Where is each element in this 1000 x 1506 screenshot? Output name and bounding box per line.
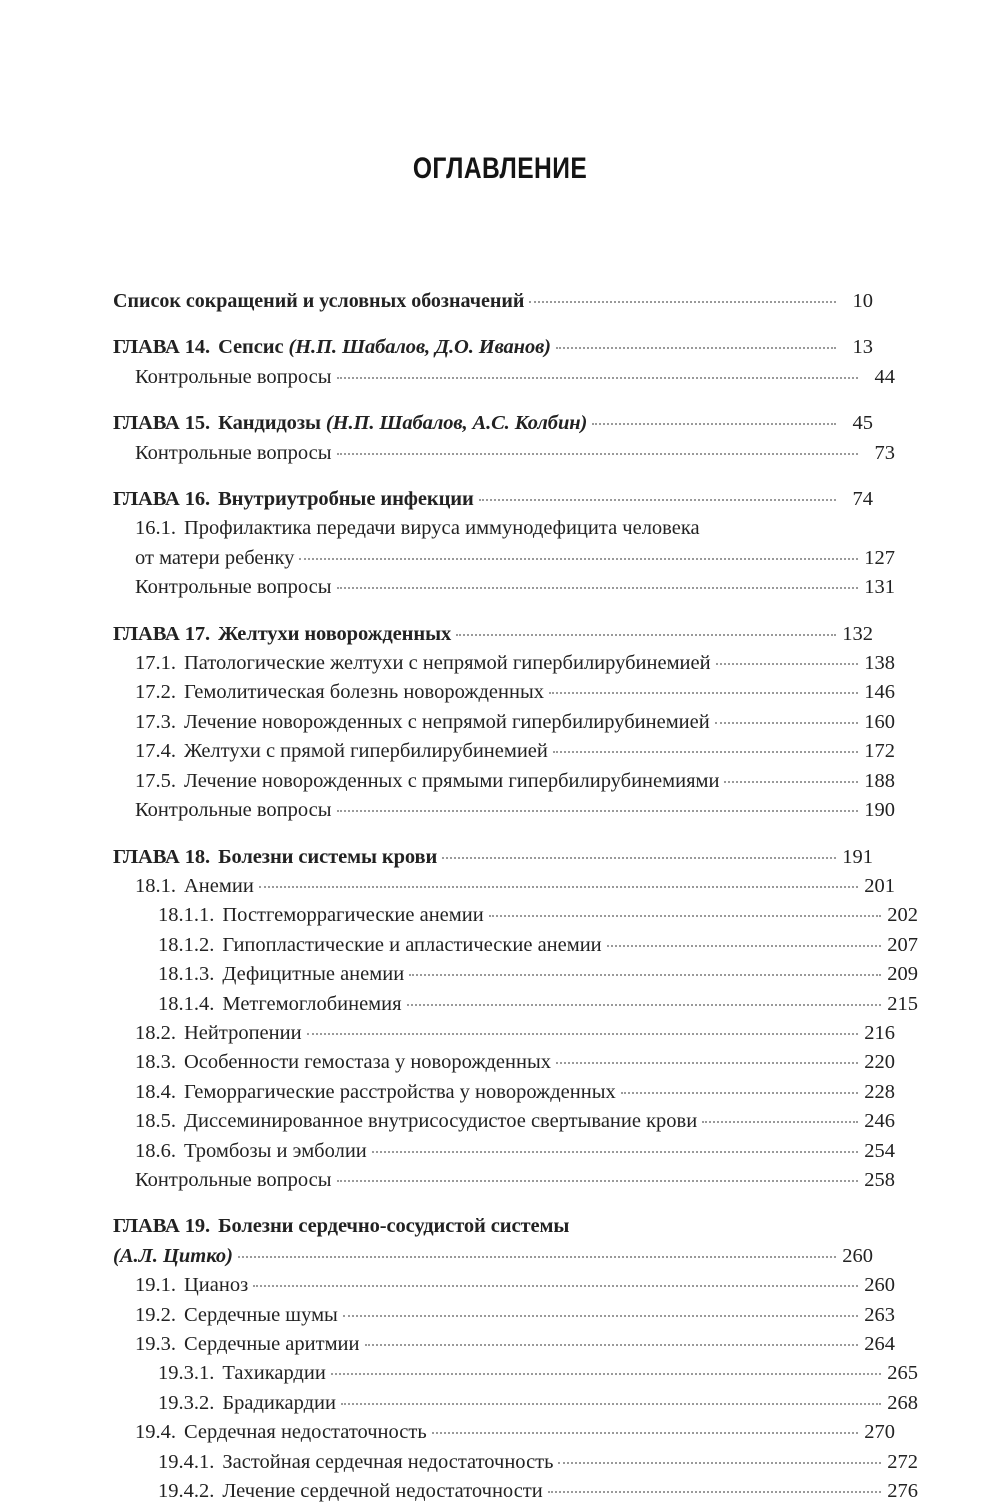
dot-leader — [409, 974, 881, 976]
toc-entry-text: Контрольные вопросы — [135, 441, 332, 464]
toc-entry-text: Гипопластические и апластические анемии — [222, 933, 602, 956]
toc-page-number: 246 — [864, 1110, 895, 1133]
toc-page-number: 276 — [887, 1480, 918, 1503]
toc-entry[interactable] — [135, 363, 895, 392]
toc-entry[interactable] — [158, 931, 918, 960]
toc-page-number: 132 — [842, 622, 873, 645]
toc-entry[interactable] — [135, 708, 895, 737]
toc-entry-label — [135, 363, 332, 392]
toc-entry-label — [113, 1212, 569, 1241]
toc-entry-number: 18.1.3. — [158, 963, 215, 986]
toc-page-number: 74 — [852, 488, 873, 511]
toc-entry-number: 17.2. — [135, 681, 176, 704]
toc-entry-text: Сепсис — [218, 336, 284, 359]
section-spacer — [113, 826, 873, 843]
section-spacer — [113, 316, 873, 333]
toc-entry-text: Анемии — [184, 874, 254, 897]
toc-entry-text: Болезни сердечно-сосудистой системы — [218, 1215, 570, 1238]
toc-page-number: 260 — [842, 1244, 873, 1267]
toc-entry-text: Кандидозы — [218, 412, 321, 435]
toc-entry[interactable] — [113, 843, 873, 872]
dot-leader — [372, 1151, 858, 1153]
toc-entry-number: ГЛАВА 19. — [113, 1215, 211, 1238]
dot-leader — [238, 1256, 836, 1258]
toc-entry-text: Желтухи с прямой гипербилирубинемией — [184, 740, 548, 763]
dot-leader — [529, 301, 836, 303]
toc-entry-text: Геморрагические расстройства у новорожденных — [184, 1080, 616, 1103]
dot-leader — [556, 1062, 858, 1064]
toc-entry-label — [135, 737, 548, 766]
dot-leader — [337, 1180, 858, 1182]
toc-page-number: 207 — [887, 933, 918, 956]
section-spacer — [113, 392, 873, 409]
toc-page-number: 268 — [887, 1391, 918, 1414]
toc-entry-label — [158, 1359, 326, 1388]
toc-entry-label — [135, 678, 544, 707]
toc-entry[interactable] — [158, 901, 918, 930]
toc-entry[interactable] — [158, 990, 918, 1019]
toc-entry-label — [135, 1166, 332, 1195]
dot-leader — [337, 453, 858, 455]
dot-leader — [489, 915, 881, 917]
dot-leader — [337, 810, 858, 812]
dot-leader — [253, 1285, 858, 1287]
section-spacer — [113, 1195, 873, 1212]
toc-entry-text: Сердечные аритмии — [184, 1333, 360, 1355]
toc-entry-text: Особенности гемостаза у новорожденных — [184, 1051, 551, 1074]
toc-entry-number: ГЛАВА 16. — [113, 488, 211, 511]
toc-entry-label — [135, 1418, 427, 1447]
toc-entry-text: Желтухи новорожденных — [218, 622, 452, 645]
toc-entry-text: Сердечные шумы — [184, 1303, 338, 1326]
toc-entry-number: 19.3.2. — [158, 1391, 215, 1414]
toc-entry[interactable] — [135, 1048, 895, 1077]
toc-entry-text: Патологические желтухи с непрямой гипербилирубинемией — [184, 652, 711, 675]
toc-entry-text: Контрольные вопросы — [135, 1168, 332, 1191]
toc-entry-label — [113, 287, 524, 316]
toc-entry[interactable] — [135, 1330, 895, 1359]
toc-entry-label — [135, 1137, 367, 1166]
toc-page-number: 228 — [864, 1080, 895, 1103]
dot-leader — [442, 857, 836, 859]
dot-leader — [553, 751, 858, 753]
toc-entry[interactable] — [135, 1166, 895, 1195]
toc-entry-number: 19.1. — [135, 1274, 176, 1297]
toc-entry-number: 18.1.1. — [158, 904, 215, 927]
toc-entry[interactable] — [135, 1107, 895, 1136]
toc-entry-text: Гемолитическая болезнь новорожденных — [184, 681, 544, 704]
toc-entry[interactable] — [113, 333, 873, 362]
toc-entry-number: 18.4. — [135, 1080, 176, 1103]
toc-entry[interactable] — [135, 544, 895, 573]
toc-page-number: 270 — [864, 1421, 895, 1444]
section-spacer — [113, 468, 873, 485]
toc-entry-text: Постгеморрагические анемии — [222, 904, 484, 927]
toc-entry[interactable] — [113, 620, 873, 649]
toc-entry-number: 19.4. — [135, 1421, 176, 1444]
toc-entry[interactable] — [113, 1212, 873, 1241]
toc-entry[interactable] — [158, 1359, 918, 1388]
dot-leader — [365, 1344, 859, 1346]
toc-entry[interactable] — [113, 485, 873, 514]
toc-entry[interactable] — [135, 767, 895, 796]
toc-entry[interactable] — [113, 287, 873, 316]
toc-entry[interactable] — [158, 1448, 918, 1477]
toc-page-number: 190 — [864, 799, 895, 822]
toc-entry-label — [135, 573, 332, 602]
toc-entry[interactable] — [135, 737, 895, 766]
dot-leader — [607, 945, 881, 947]
toc-entry-label — [113, 333, 551, 362]
toc-entry[interactable] — [135, 439, 895, 468]
toc-entry-label — [135, 649, 711, 678]
dot-leader — [702, 1121, 858, 1123]
toc-entry-label — [158, 990, 402, 1019]
toc-entry-text: Контрольные вопросы — [135, 576, 332, 599]
toc-entry-text: Лечение новорожденных с непрямой гипербилирубинемией — [184, 710, 710, 733]
toc-page-number: 254 — [864, 1139, 895, 1162]
dot-leader — [337, 377, 858, 379]
toc-entry-number: 17.5. — [135, 769, 176, 792]
dot-leader — [337, 587, 858, 589]
toc-entry-label — [135, 439, 332, 468]
toc-entry-label — [135, 796, 332, 825]
toc-entry-label — [113, 1242, 233, 1271]
dot-leader — [558, 1462, 881, 1464]
toc-entry-label — [135, 544, 294, 573]
toc-page-number: 188 — [864, 769, 895, 792]
dot-leader — [341, 1403, 881, 1405]
toc-page-number: 260 — [864, 1274, 895, 1297]
toc-page-number: 131 — [864, 576, 895, 599]
toc-entry[interactable] — [135, 1271, 895, 1300]
toc-page-number: 138 — [864, 652, 895, 675]
toc-entry-number: 18.3. — [135, 1051, 176, 1074]
toc-entry-label — [135, 1078, 616, 1107]
toc-entry-text: Диссеминированное внутрисосудистое свертывание крови — [184, 1110, 698, 1133]
toc-page-number: 201 — [864, 874, 895, 897]
dot-leader — [548, 1491, 881, 1493]
toc-page-number: 216 — [864, 1021, 895, 1044]
toc-page-number: 146 — [864, 681, 895, 704]
toc-page-number: 160 — [864, 710, 895, 733]
toc-page-number: 220 — [864, 1051, 895, 1074]
toc-entry-label — [135, 514, 700, 543]
toc-entry[interactable] — [135, 1019, 895, 1048]
toc-entry-number: 18.6. — [135, 1139, 176, 1162]
toc-entry-text: от матери ребенку — [135, 546, 295, 569]
toc-entry-text: Дефицитные анемии — [222, 963, 405, 986]
toc-entry-author: (Н.П. Шабалов, Д.О. Иванов) — [288, 336, 551, 359]
dot-leader — [331, 1373, 881, 1375]
toc-entry-text: Внутриутробные инфекции — [218, 488, 474, 511]
toc-page-number: 209 — [887, 963, 918, 986]
toc-page-number: 263 — [864, 1303, 895, 1326]
page-title: ОГЛАВЛЕНИЕ — [412, 152, 588, 185]
toc-entry[interactable] — [135, 1078, 895, 1107]
toc-entry-text: Контрольные вопросы — [135, 365, 332, 388]
toc-page-number: 258 — [864, 1168, 895, 1191]
toc-entry-number: 18.5. — [135, 1110, 176, 1133]
toc-entry-label — [158, 901, 484, 930]
toc-page-number: 265 — [887, 1362, 918, 1385]
dot-leader — [716, 663, 858, 665]
toc-entry[interactable] — [135, 573, 895, 602]
toc-entry[interactable] — [135, 678, 895, 707]
toc-entry-number: 19.3.1. — [158, 1362, 215, 1385]
toc-entry-label — [158, 931, 602, 960]
toc-page-number: 44 — [874, 365, 895, 388]
toc-entry-text: Лечение сердечной недостаточности — [222, 1480, 543, 1503]
toc-entry-author: (Н.П. Шабалов, А.С. Колбин) — [325, 412, 588, 435]
table-of-contents — [113, 287, 918, 1506]
toc-entry-text: Брадикардии — [222, 1391, 336, 1414]
toc-entry-label — [135, 1019, 302, 1048]
toc-entry-number: 17.1. — [135, 652, 176, 675]
toc-entry-label — [135, 872, 254, 901]
toc-entry-number: 17.3. — [135, 710, 176, 733]
toc-entry-label — [135, 1330, 360, 1359]
toc-entry-text: Сердечная недостаточность — [184, 1421, 427, 1444]
toc-entry-label — [113, 409, 587, 438]
toc-entry-label — [135, 1271, 248, 1300]
dot-leader — [621, 1092, 858, 1094]
toc-entry[interactable] — [135, 1137, 895, 1166]
toc-entry-number: ГЛАВА 18. — [113, 845, 211, 868]
toc-entry-text: Тахикардии — [222, 1362, 326, 1385]
toc-entry-number: 19.4.2. — [158, 1480, 215, 1503]
toc-entry[interactable] — [113, 409, 873, 438]
toc-entry[interactable] — [113, 1242, 873, 1271]
toc-page-number: 13 — [852, 336, 873, 359]
toc-entry-label — [135, 767, 719, 796]
toc-entry-text: Тромбозы и эмболии — [184, 1139, 367, 1162]
toc-page-number: 127 — [864, 546, 895, 569]
toc-entry-text: Нейтропении — [184, 1021, 302, 1044]
toc-entry[interactable] — [135, 514, 895, 543]
dot-leader — [715, 722, 858, 724]
toc-entry-number: 18.2. — [135, 1021, 176, 1044]
dot-leader — [299, 558, 858, 560]
toc-page-number: 272 — [887, 1450, 918, 1473]
toc-entry-label — [113, 843, 437, 872]
toc-entry-text: (А.Л. Цитко) — [113, 1244, 233, 1267]
toc-entry-number: 19.4.1. — [158, 1450, 215, 1473]
dot-leader — [259, 886, 858, 888]
toc-entry-text: Болезни системы крови — [218, 845, 438, 868]
dot-leader — [549, 692, 858, 694]
toc-entry[interactable] — [135, 1301, 895, 1330]
toc-entry-number: ГЛАВА 15. — [113, 412, 211, 435]
toc-entry-text: Профилактика передачи вируса иммунодефицита человека — [184, 517, 700, 540]
toc-entry-number: 18.1. — [135, 874, 176, 897]
dot-leader — [724, 781, 858, 783]
toc-entry-number: 18.1.2. — [158, 933, 215, 956]
toc-entry-text: Метгемоглобинемия — [222, 992, 402, 1015]
toc-entry-text: Цианоз — [184, 1274, 249, 1297]
toc-page-number: 191 — [842, 845, 873, 868]
toc-page-number: 215 — [887, 992, 918, 1015]
toc-entry[interactable] — [158, 1389, 918, 1418]
toc-entry-label — [135, 1048, 551, 1077]
toc-page-number: 10 — [852, 290, 873, 312]
toc-entry[interactable] — [135, 1418, 895, 1447]
toc-entry-label — [158, 960, 404, 989]
toc-entry[interactable] — [135, 872, 895, 901]
toc-entry-label — [158, 1477, 543, 1506]
toc-entry-label — [135, 708, 710, 737]
dot-leader — [592, 423, 836, 425]
toc-entry[interactable] — [158, 1477, 918, 1506]
toc-entry-text: Лечение новорожденных с прямыми гипербилирубинемиями — [184, 769, 720, 792]
toc-entry-number: 18.1.4. — [158, 992, 215, 1015]
toc-entry[interactable] — [158, 960, 918, 989]
dot-leader — [456, 634, 836, 636]
toc-entry-text: Контрольные вопросы — [135, 799, 332, 822]
toc-page-number: 45 — [852, 412, 873, 435]
toc-entry-label — [135, 1107, 697, 1136]
toc-entry-text: Список сокращений и условных обозначений — [113, 290, 525, 312]
dot-leader — [343, 1315, 858, 1317]
dot-leader — [407, 1004, 881, 1006]
toc-page-number: 202 — [887, 904, 918, 927]
toc-page-number: 172 — [864, 740, 895, 763]
toc-entry-label — [135, 1301, 338, 1330]
section-spacer — [113, 603, 873, 620]
dot-leader — [556, 347, 836, 349]
toc-entry-label — [158, 1389, 336, 1418]
toc-page-number: 264 — [864, 1333, 895, 1355]
toc-page-number: 73 — [874, 441, 895, 464]
toc-entry-number: 17.4. — [135, 740, 176, 763]
toc-entry-label — [113, 620, 451, 649]
toc-entry-number: ГЛАВА 17. — [113, 622, 211, 645]
toc-entry[interactable] — [135, 796, 895, 825]
toc-entry-text: Застойная сердечная недостаточность — [222, 1450, 554, 1473]
toc-entry-number: 16.1. — [135, 517, 176, 540]
dot-leader — [432, 1432, 858, 1434]
dot-leader — [479, 499, 836, 501]
toc-entry[interactable] — [135, 649, 895, 678]
toc-entry-number: 19.2. — [135, 1303, 176, 1326]
dot-leader — [307, 1033, 858, 1035]
toc-entry-label — [158, 1448, 553, 1477]
toc-entry-label — [113, 485, 474, 514]
toc-entry-number: 19.3. — [135, 1333, 176, 1355]
toc-entry-number: ГЛАВА 14. — [113, 336, 211, 359]
